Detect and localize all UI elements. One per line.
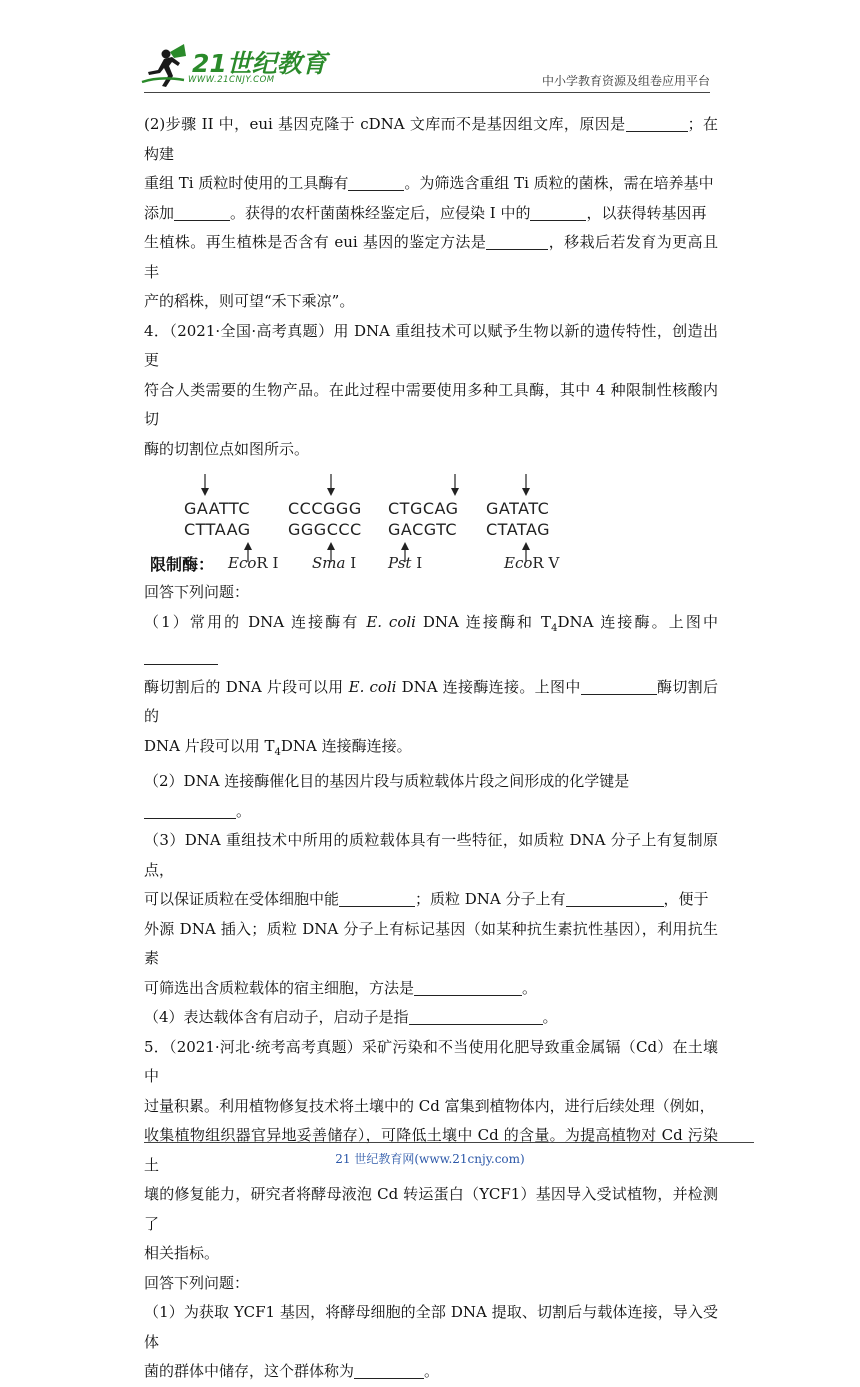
runner-logo-icon	[140, 42, 192, 90]
q5-line-2: 过量积累。利用植物修复技术将土壤中的 Cd 富集到植物体内，进行后续处理（例如，	[144, 1096, 715, 1115]
q4-s3-line-3: 外源 DNA 插入；质粒 DNA 分子上有标记基因（如某种抗生素抗性基因），利用抗生素	[144, 919, 718, 967]
q3-line-4: 生植株。再生植株是否含有 eui 基因的鉴定方法是 ，移栽后若发育为更高且丰	[144, 233, 718, 281]
q4-s1-line-1: （1）常用的 DNA 连接酶有 E. coli DNA 连接酶和 $T_4DNA$ 连接酶。上图中	[144, 608, 718, 673]
answer-blank[interactable]	[174, 202, 230, 221]
q3-line-2: 重组 Ti 质粒时使用的工具酶有 。为筛选含重组 Ti 质粒的菌株，需在培养基中	[144, 174, 714, 192]
answer-blank[interactable]	[354, 1360, 424, 1379]
q3-line-3: 添加 。获得的农杆菌菌株经鉴定后，应侵染 I 中的 ，以获得转基因再	[144, 203, 707, 222]
page-footer[interactable]: 21 世纪教育网(www.21cnjy.com)	[335, 1152, 525, 1166]
q5-s1-line-2: 菌的群体中储存，这个群体称为 。	[144, 1362, 440, 1380]
restriction-enzyme-figure	[148, 468, 578, 578]
site-2-bottom-strand: GGGCCC	[288, 520, 362, 539]
q5-line-3: 收集植物组织器官异地妥善储存），可降低土壤中 Cd 的含量。为提高植物对 Cd 污染土	[144, 1126, 718, 1174]
footer-divider	[144, 1142, 754, 1143]
q4-s4-line-1: （4）表达载体含有启动子，启动子是指 。	[144, 1008, 558, 1026]
site-3-top-strand: CTGCAG	[388, 499, 459, 518]
site-4-bottom-strand: CTATAG	[486, 520, 550, 539]
q5-s1-line-1: （1）为获取 YCF1 基因，将酵母细胞的全部 DNA 提取、切割后与载体连接，导入受体	[144, 1303, 718, 1351]
answer-blank[interactable]	[144, 800, 236, 819]
enzyme-label-psti: Pst I	[388, 554, 423, 572]
q5-answer-intro: 回答下列问题：	[144, 1273, 250, 1292]
q4-line-3: 酶的切割位点如图所示。	[144, 439, 310, 458]
answer-blank[interactable]	[530, 202, 586, 221]
q4-line-1: 4．（2021·全国·高考真题）用 DNA 重组技术可以赋予生物以新的遗传特性，创造出更	[144, 321, 718, 369]
enzyme-label-smai: Sma I	[312, 554, 357, 572]
enzyme-label-ecorv: EcoR V	[504, 554, 560, 572]
site-4-top-strand: GATATC	[486, 499, 550, 518]
q5-line-1: 5．（2021·河北·统考高考真题）采矿污染和不当使用化肥导致重金属镉（Cd）在土壤中	[144, 1037, 718, 1085]
site-3-bottom-strand: GACGTC	[388, 520, 458, 539]
q3-line-5: 产的稻株，则可望“禾下乘凉”。	[144, 292, 355, 310]
site-1-bottom-strand: CTTAAG	[184, 520, 251, 539]
header-divider	[144, 92, 710, 93]
cut-arrow-down-icon	[326, 474, 336, 496]
answer-blank[interactable]	[144, 646, 218, 665]
site-1-top-strand: GAATTC	[184, 499, 250, 518]
answer-blank[interactable]	[414, 977, 522, 996]
answer-blank[interactable]	[566, 888, 664, 907]
platform-name: 中小学教育资源及组卷应用平台	[541, 74, 710, 88]
page-header	[0, 0, 860, 100]
q4-s3-line-1: （3）DNA 重组技术中所用的质粒载体具有一些特征，如质粒 DNA 分子上有复制原点，	[144, 831, 718, 879]
answer-blank[interactable]	[486, 231, 548, 250]
q5-line-5: 相关指标。	[144, 1244, 220, 1262]
site-2-top-strand: CCCGGG	[288, 499, 362, 518]
q3-line-1: (2)步骤 II 中，eui 基因克隆于 cDNA 文库而不是基因组文库，原因是 ；在构建	[144, 115, 718, 163]
logo-url: WWW.21CNJY.COM	[188, 75, 275, 85]
q4-s3-line-4: 可筛选出含质粒载体的宿主细胞，方法是 。	[144, 978, 538, 997]
enzyme-label-ecori: EcoR I	[228, 554, 279, 572]
q4-s2-line-2: 。	[144, 797, 718, 827]
q4-line-2: 符合人类需要的生物产品。在此过程中需要使用多种工具酶，其中 4 种限制性核酸内切	[144, 380, 718, 428]
q4-s1-line-2: 酶切割后的 DNA 片段可以用 E. coli DNA 连接酶连接。上图中 酶切割后的	[144, 677, 719, 725]
answer-blank[interactable]	[348, 172, 404, 191]
figure-title: 限制酶：	[150, 555, 215, 574]
answer-blank[interactable]	[409, 1006, 543, 1025]
site-logo[interactable]	[140, 42, 340, 92]
q4-s1-line-3: DNA 片段可以用 $T_4DNA$ 连接酶连接。	[144, 736, 412, 758]
document-body	[144, 110, 718, 1387]
logo-wordmark: 21世纪教育	[192, 49, 327, 78]
cut-arrow-down-icon	[200, 474, 210, 496]
answer-blank[interactable]	[339, 888, 415, 907]
answer-blank[interactable]	[626, 113, 688, 132]
q4-answer-intro: 回答下列问题：	[144, 583, 250, 601]
q4-s3-line-2: 可以保证质粒在受体细胞中能 ；质粒 DNA 分子上有 ，便于	[144, 890, 709, 908]
cut-arrow-down-icon	[521, 474, 531, 496]
answer-blank[interactable]	[581, 676, 657, 695]
q5-line-4: 壤的修复能力，研究者将酵母液泡 Cd 转运蛋白（YCF1）基因导入受试植物，并检测了	[144, 1185, 718, 1233]
cut-arrow-down-icon	[450, 474, 460, 496]
q4-s2-line-1: （2）DNA 连接酶催化目的基因片段与质粒载体片段之间形成的化学键是	[144, 772, 630, 790]
